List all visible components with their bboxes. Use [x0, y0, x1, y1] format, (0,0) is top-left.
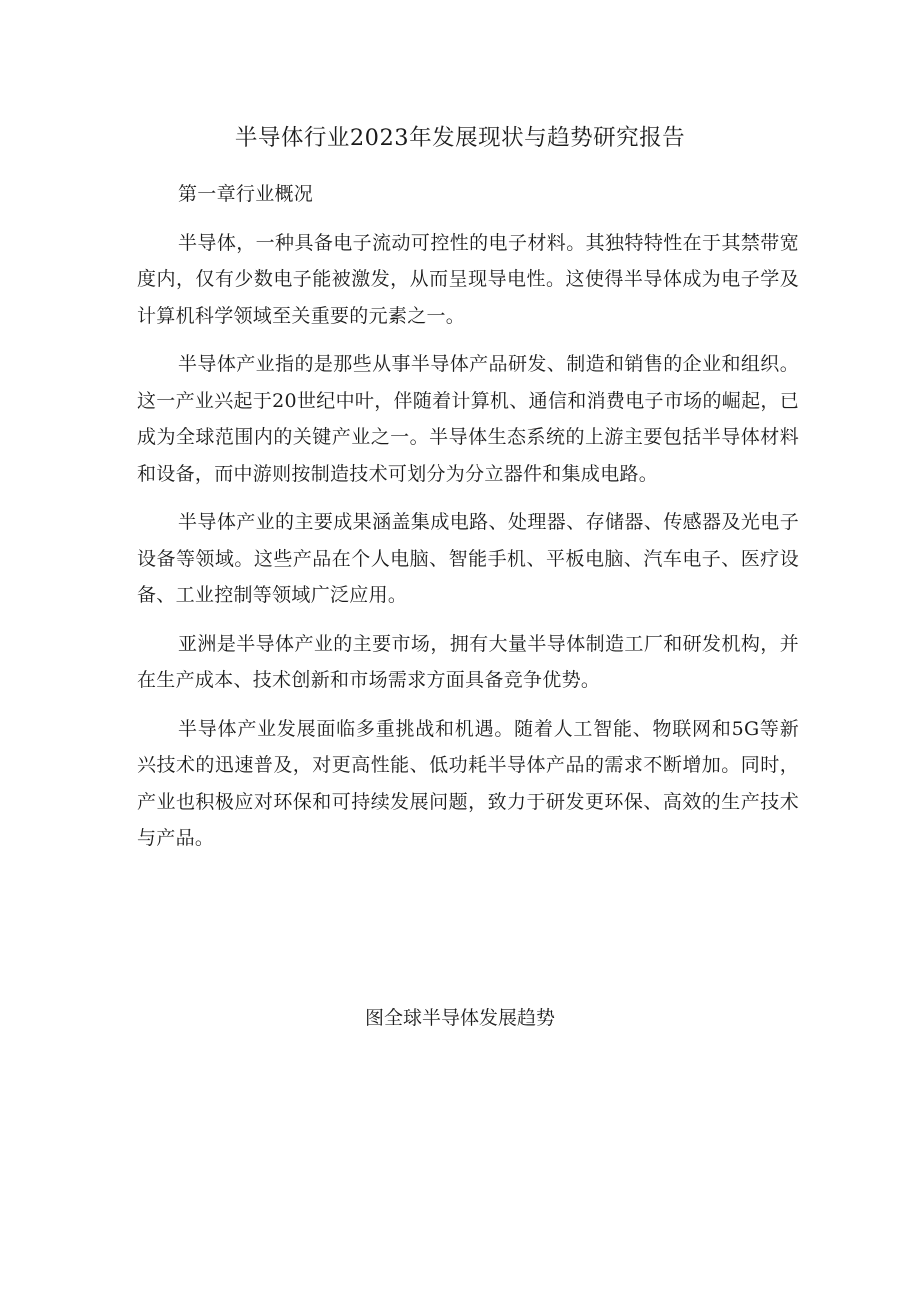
- paragraph-definition: 半导体，一种具备电子流动可控性的电子材料。其独特特性在于其禁带宽度内，仅有少数电子能被激发，从而呈现导电性。这使得半导体成为电子学及计算机科学领域至关重要的元素之一。: [137, 231, 799, 327]
- chapter-heading: 第一章行业概况: [178, 183, 314, 205]
- paragraph-industry: 半导体产业指的是那些从事半导体产品研发、制造和销售的企业和组织。这一产业兴起于20世纪中叶，伴随着计算机、通信和消费电子市场的崛起，已成为全球范围内的关键产业之一。半导体生态系统的上游主要包括半导体材料和设备，而中游则按制造技术可划分为分立器件和集成电路。: [137, 353, 799, 485]
- paragraph-challenges: 半导体产业发展面临多重挑战和机遇。随着人工智能、物联网和5G等新兴技术的迅速普及，对更高性能、低功耗半导体产品的需求不断增加。同时，产业也积极应对环保和可持续发展问题，致力于研发更环保、高效的生产技术与产品。: [137, 717, 799, 849]
- figure-caption: 图全球半导体发展趋势: [364, 1007, 555, 1029]
- document-body: [137, 176, 799, 869]
- paragraph-products: 半导体产业的主要成果涵盖集成电路、处理器、存储器、传感器及光电子设备等领域。这些产品在个人电脑、智能手机、平板电脑、汽车电子、医疗设备、工业控制等领域广泛应用。: [137, 511, 799, 606]
- document-title: 半导体行业2023年发展现状与趋势研究报告: [234, 125, 686, 151]
- paragraph-asia-market: 亚洲是半导体产业的主要市场，拥有大量半导体制造工厂和研发机构，并在生产成本、技术创新和市场需求方面具备竞争优势。: [137, 632, 799, 691]
